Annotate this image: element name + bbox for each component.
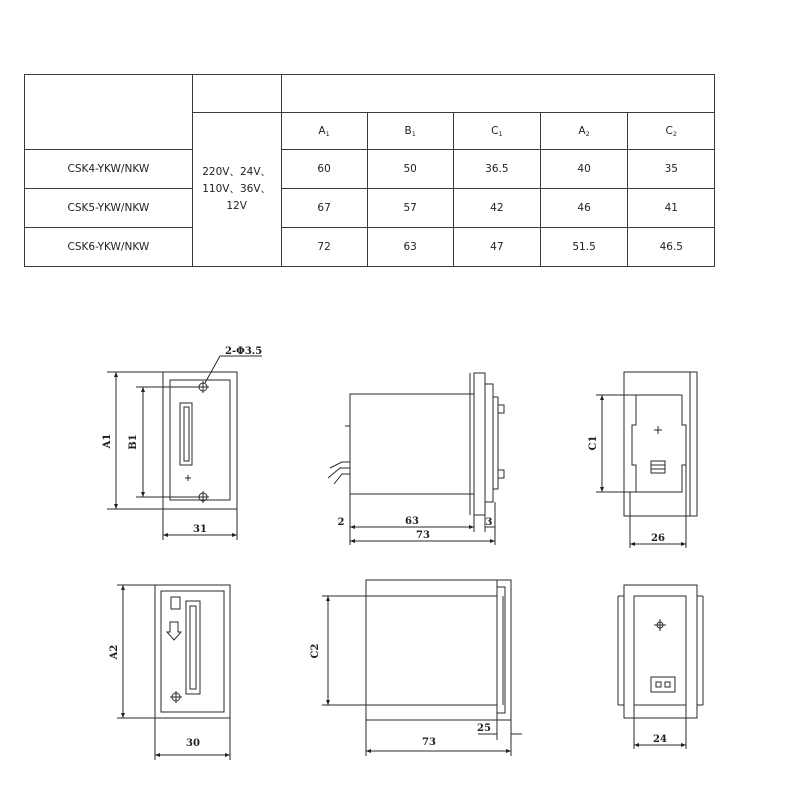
rear-top-width-label: 26 xyxy=(651,533,665,544)
terminal-block-icon xyxy=(651,677,675,692)
rear-view-top xyxy=(596,372,697,548)
model-cell: CSK4-YKW/NKW xyxy=(25,150,193,189)
side-bottom-rear-label: 25 xyxy=(477,723,491,734)
front-bottom-width-label: 30 xyxy=(186,738,200,749)
hole-note-label: 2-Φ3.5 xyxy=(225,346,263,357)
crosshair-icon xyxy=(170,691,182,703)
value-cell: 42 xyxy=(453,189,540,228)
value-cell: 60 xyxy=(281,150,367,189)
header-b1: $B_1$ xyxy=(367,113,453,150)
model-cell: CSK6-YKW/NKW xyxy=(25,228,193,267)
a2-dimension-label: A2 xyxy=(109,644,120,660)
value-cell: 51.5 xyxy=(540,228,627,267)
rear-bottom-width-label: 24 xyxy=(653,734,667,745)
model-cell: CSK5-YKW/NKW xyxy=(25,189,193,228)
b1-dimension-label: B1 xyxy=(128,434,139,450)
value-cell: 46.5 xyxy=(628,228,715,267)
c2-dimension-label: C2 xyxy=(310,643,321,659)
voltage-line-1: 220V、24V、 xyxy=(202,166,272,178)
crosshair-icon xyxy=(654,426,662,434)
value-cell: 40 xyxy=(540,150,627,189)
value-cell: 72 xyxy=(281,228,367,267)
value-cell: 50 xyxy=(367,150,453,189)
c1-dimension-label: C1 xyxy=(588,435,599,451)
header-c1: $C_1$ xyxy=(453,113,540,150)
value-cell: 36.5 xyxy=(453,150,540,189)
body-length-label: 63 xyxy=(405,516,419,527)
crosshair-icon xyxy=(654,619,666,631)
value-cell: 46 xyxy=(540,189,627,228)
header-a1: $A_1$ xyxy=(281,113,367,150)
voltage-line-2: 110V、36V、12V xyxy=(202,183,272,212)
side-view-bottom xyxy=(322,580,522,756)
value-cell: 57 xyxy=(367,189,453,228)
value-cell: 67 xyxy=(281,189,367,228)
side-top-total-label: 73 xyxy=(416,530,430,541)
value-cell: 35 xyxy=(628,150,715,189)
value-cell: 63 xyxy=(367,228,453,267)
value-cell: 41 xyxy=(628,189,715,228)
header-c2: $C_2$ xyxy=(628,113,715,150)
front-top-width-label: 31 xyxy=(193,524,207,535)
flange-dimension-label: 2 xyxy=(337,517,345,528)
a1-dimension-label: A1 xyxy=(102,433,113,449)
header-a2: $A_2$ xyxy=(540,113,627,150)
side-bottom-total-label: 73 xyxy=(422,737,436,748)
front-view-bottom xyxy=(117,585,230,760)
terminal-block-icon xyxy=(651,461,665,473)
value-cell: 47 xyxy=(453,228,540,267)
rear-depth-label: 3 xyxy=(485,517,493,528)
rear-view-bottom xyxy=(618,585,703,749)
